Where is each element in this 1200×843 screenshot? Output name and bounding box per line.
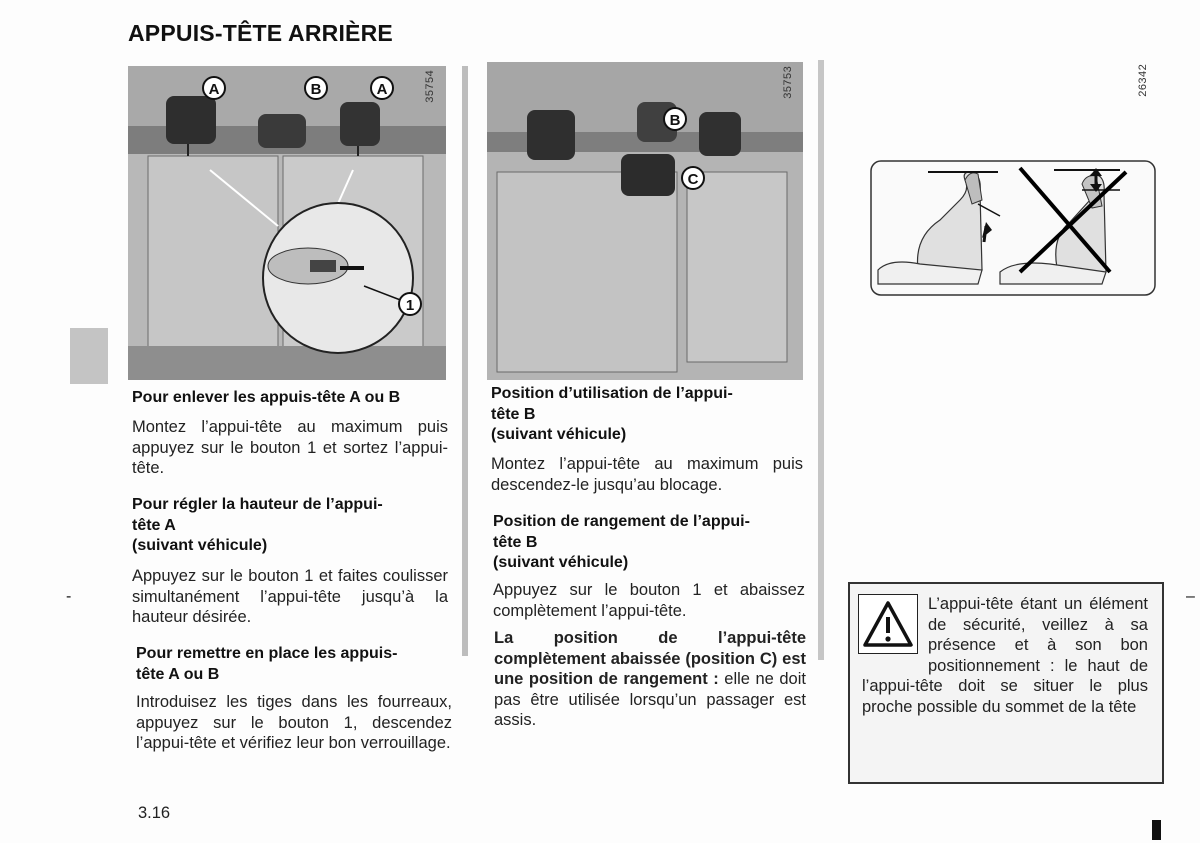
section-heading-use-position: Position d’utilisation de l’appui- tête B (suivant véhicule) [491, 385, 733, 443]
margin-tab-marker [70, 328, 108, 384]
section-heading-reinstall: Pour remettre en place les appuis- tête A ou B [136, 645, 398, 683]
section-text-storage-position: Appuyez sur le bouton 1 et abaissez complètement l’appui-tête. [493, 581, 805, 620]
figure-right-code: 26342 [1138, 64, 1150, 98]
svg-text:B: B [310, 81, 322, 98]
callout-c-middle [682, 167, 704, 189]
page-title: APPUIS-TÊTE ARRIÈRE [128, 20, 393, 46]
svg-text:1: 1 [405, 297, 415, 314]
section-heading-storage-position: Position de rangement de l’appui- tête B (suivant véhicule) [493, 513, 750, 571]
page-number: 3.16 [138, 804, 171, 822]
svg-text:B: B [669, 112, 681, 129]
section-text-adjust: Appuyez sur le bouton 1 et faites coulisser simultanément l’appui-tête jusqu’à la hauteur désirée. [132, 567, 448, 626]
section-text-use-position: Montez l’appui-tête au maximum puis descendez-le jusqu’au blocage. [491, 455, 803, 494]
callout-b-middle [664, 108, 686, 130]
figure-middle-code: 35753 [783, 66, 795, 100]
callout-a-right [371, 77, 393, 99]
callout-a-left [203, 77, 225, 99]
callout-b-left [305, 77, 327, 99]
figure-rear-seats-removal [128, 66, 446, 380]
svg-text:A: A [208, 81, 220, 98]
svg-text:A: A [376, 81, 388, 98]
svg-text:C: C [687, 171, 699, 188]
callout-1 [399, 293, 421, 315]
column-divider-1 [462, 66, 468, 656]
figure-headrest-position-diagram [870, 160, 1156, 296]
figure-left-code: 35754 [425, 70, 437, 104]
warning-text: L’appui-tête étant un élément de sécurité, veillez à sa présence et à son bon positionnement : le haut de l’appui-tête doit se situer le plus proche possible du sommet de la tête [862, 595, 1148, 716]
warning-box [848, 582, 1164, 784]
thumb-index-mark [1152, 820, 1161, 840]
section-heading-adjust: Pour régler la hauteur de l’appui- tête A (suivant véhicule) [132, 496, 383, 554]
column-divider-2 [818, 60, 824, 660]
section-note-storage-position: La position de l’appui-tête complètement abaissée (position C) est une position de rangement : elle ne doit pas être utilisée lorsqu’un passager est assis. [494, 629, 806, 729]
margin-mark-left: - [66, 588, 72, 605]
section-text-remove: Montez l’appui-tête au maximum puis appuyez sur le bouton 1 et sortez l’appui-tête. [132, 418, 448, 477]
section-text-reinstall: Introduisez les tiges dans les fourreaux, appuyez sur le bouton 1, descendez l’appui-tête et vérifiez leur bon verrouillage. [136, 693, 452, 752]
section-heading-remove: Pour enlever les appuis-tête A ou B [132, 389, 401, 406]
figure-rear-seats-position [487, 62, 803, 380]
margin-mark-right: – [1186, 588, 1195, 605]
